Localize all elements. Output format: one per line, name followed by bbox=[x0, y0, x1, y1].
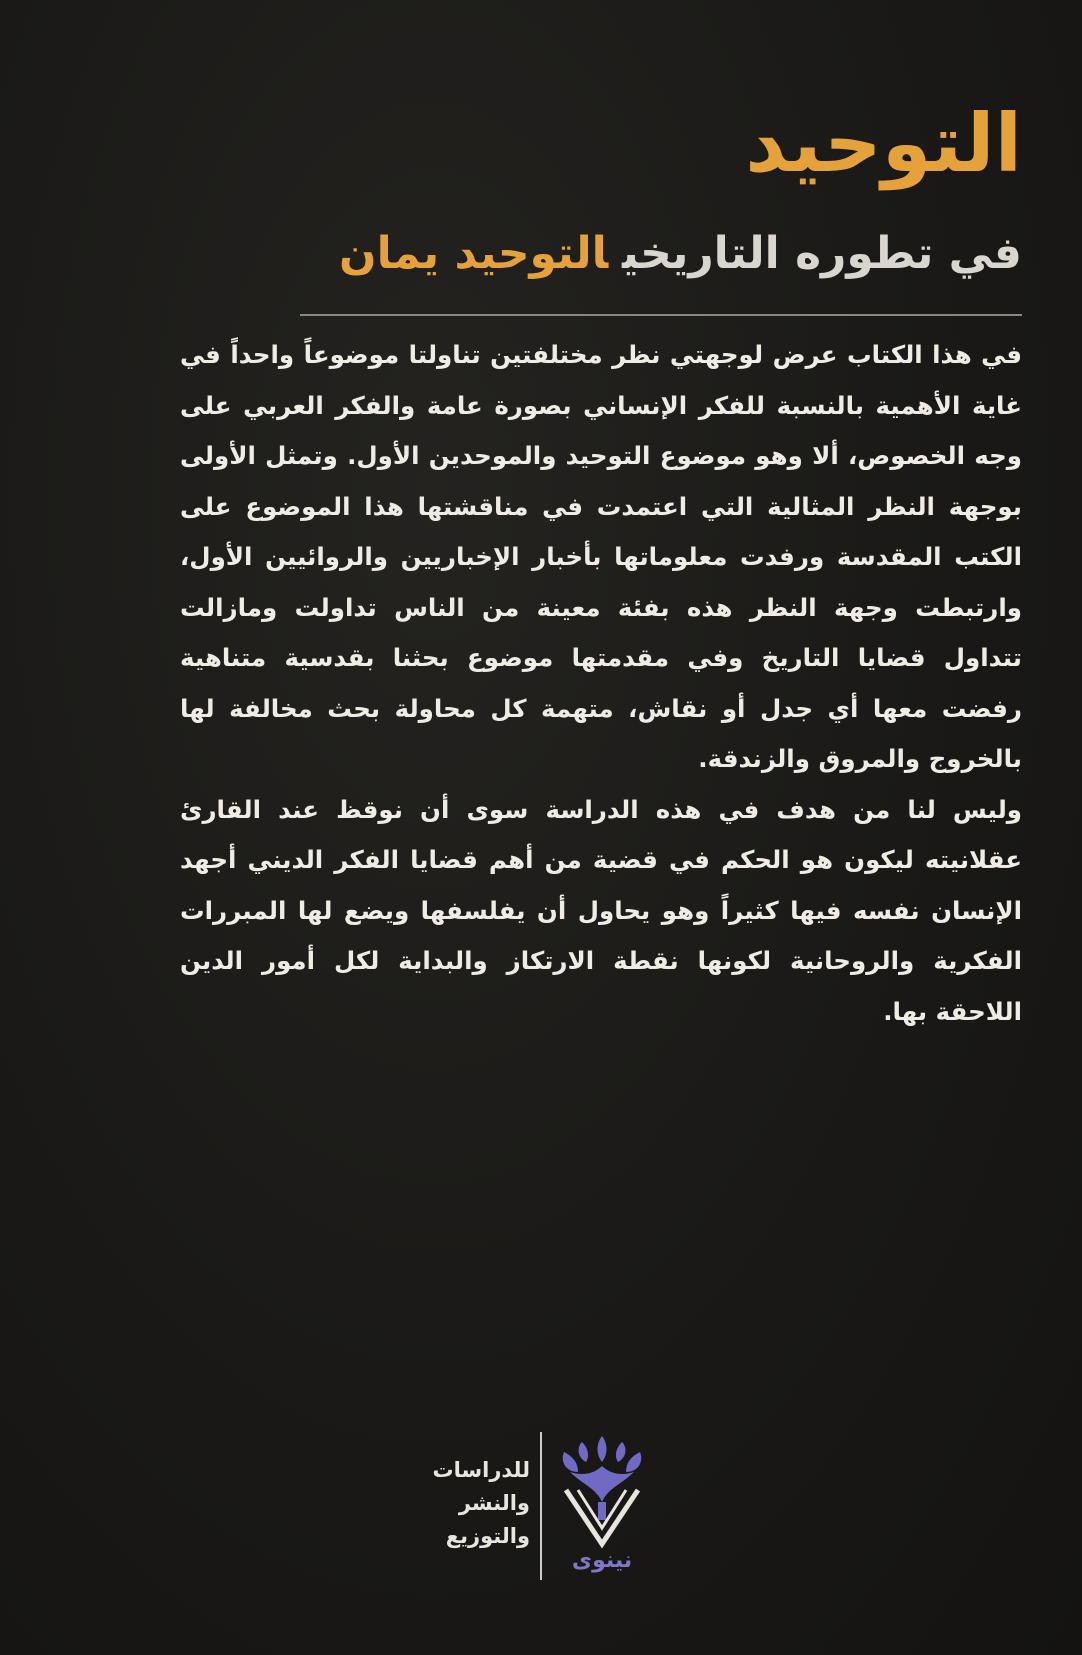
publisher-tagline bbox=[420, 1454, 530, 1553]
author-name: التوحيد يمان bbox=[339, 228, 609, 279]
book-subtitle: في تطوره التاريخي bbox=[622, 228, 1022, 279]
publisher-line: والتوزيع bbox=[445, 1524, 530, 1548]
publisher-logo-name: نينوى bbox=[571, 1548, 633, 1573]
publisher-line: والنشر bbox=[458, 1491, 530, 1515]
subtitle-row bbox=[339, 228, 1022, 281]
book-blurb bbox=[180, 330, 1022, 1037]
publisher-block bbox=[420, 1432, 660, 1582]
blurb-paragraph-1: في هذا الكتاب عرض لوجهتي نظر مختلفتين تناولتا موضوعاً واحداً في غاية الأهمية بالنسبة للفكر الإنساني بصورة عامة والفكر العربي على وجه الخصوص، ألا وهو موضوع التوحيد والموحدين الأول. وتمثل الأولى بوجهة النظر المثالية التي اعتمدت في مناقشتها هذا الموضوع على الكتب المقدسة ورفدت معلوماتها بأخبار الإخباريين والروائيين الأول، وارتبطت وجهة النظر هذه بفئة معينة من الناس تداولت ومازالت تتداول قضايا التاريخ وفي مقدمتها موضوع بحثنا بقدسية متناهية رفضت معها أي جدل أو نقاش، متهمة كل محاولة بحث مخالفة لها بالخروج والمروق والزندقة. bbox=[180, 340, 1022, 773]
title-divider bbox=[300, 314, 1022, 316]
blurb-paragraph-2: وليس لنا من هدف في هذه الدراسة سوى أن نوقظ عند القارئ عقلانيته ليكون هو الحكم في قضية من أهم قضايا الفكر الديني أجهد الإنسان نفسه فيها كثيراً وهو يحاول أن يفلسفها ويضع لها المبررات الفكرية والروحانية لكونها نقطة الارتكاز والبداية لكل أمور الدين اللاحقة بها. bbox=[180, 794, 1022, 1026]
publisher-logo bbox=[552, 1432, 652, 1580]
lotus-emblem-icon bbox=[552, 1432, 652, 1550]
publisher-separator bbox=[540, 1432, 542, 1580]
publisher-line: للدراسات bbox=[432, 1458, 530, 1482]
book-title: التوحيد bbox=[745, 97, 1022, 190]
